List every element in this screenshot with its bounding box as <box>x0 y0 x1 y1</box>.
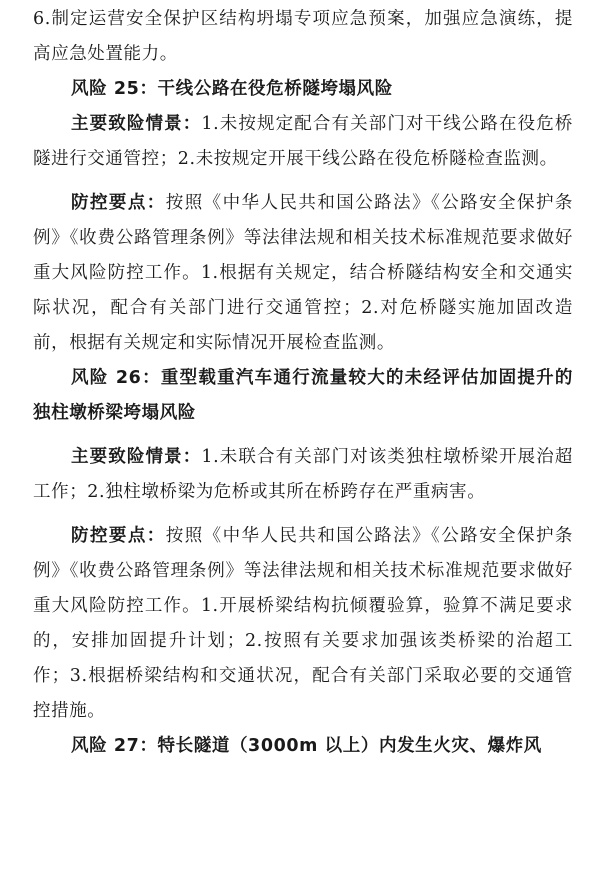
risk-26-scenario-paragraph <box>33 440 573 510</box>
scenario-text: 1.未按规定配合有关部门对干线公路在役危桥隧进行交通管控；2.未按规定开展干线公路在役危桥隧检查监测。 <box>33 114 574 169</box>
scenario-label: 主要致险情景： <box>71 114 202 134</box>
risk-27-heading: 风险 27：特长隧道（3000m 以上）内发生火灾、爆炸风 <box>71 736 542 756</box>
risk-25-heading: 风险 25：干线公路在役危桥隧垮塌风险 <box>71 79 393 99</box>
control-label: 防控要点： <box>71 526 166 546</box>
risk-26-control-paragraph <box>33 519 573 729</box>
control-label: 防控要点： <box>71 193 166 213</box>
risk-25-control-paragraph <box>33 186 573 361</box>
intro-paragraph: 6.制定运营安全保护区结构坍塌专项应急预案，加强应急演练，提高应急处置能力。 <box>33 9 573 64</box>
risk-25-scenario-paragraph <box>33 107 573 177</box>
scenario-text: 1.未联合有关部门对该类独柱墩桥梁开展治超工作；2.独柱墩桥梁为危桥或其所在桥跨存在严重病害。 <box>33 447 574 502</box>
control-text: 按照《中华人民共和国公路法》《公路安全保护条例》《收费公路管理条例》等法律法规和相关技术标准规范要求做好重大风险防控工作。1.根据有关规定，结合桥隧结构安全和交通实际状况，配合有关部门进行交通管控；2.对危桥隧实施加固改造前，根据有关规定和实际情况开展检查监测。 <box>33 193 574 353</box>
risk-26-heading: 风险 26：重型载重汽车通行流量较大的未经评估加固提升的独柱墩桥梁垮塌风险 <box>33 368 573 423</box>
control-text: 按照《中华人民共和国公路法》《公路安全保护条例》《收费公路管理条例》等法律法规和相关技术标准规范要求做好重大风险防控工作。1.开展桥梁结构抗倾覆验算，验算不满足要求的，安排加固提升计划；2.按照有关要求加强该类桥梁的治超工作；3.根据桥梁结构和交通状况，配合有关部门采取必要的交通管控措施。 <box>33 526 574 721</box>
scenario-label: 主要致险情景： <box>71 447 202 467</box>
